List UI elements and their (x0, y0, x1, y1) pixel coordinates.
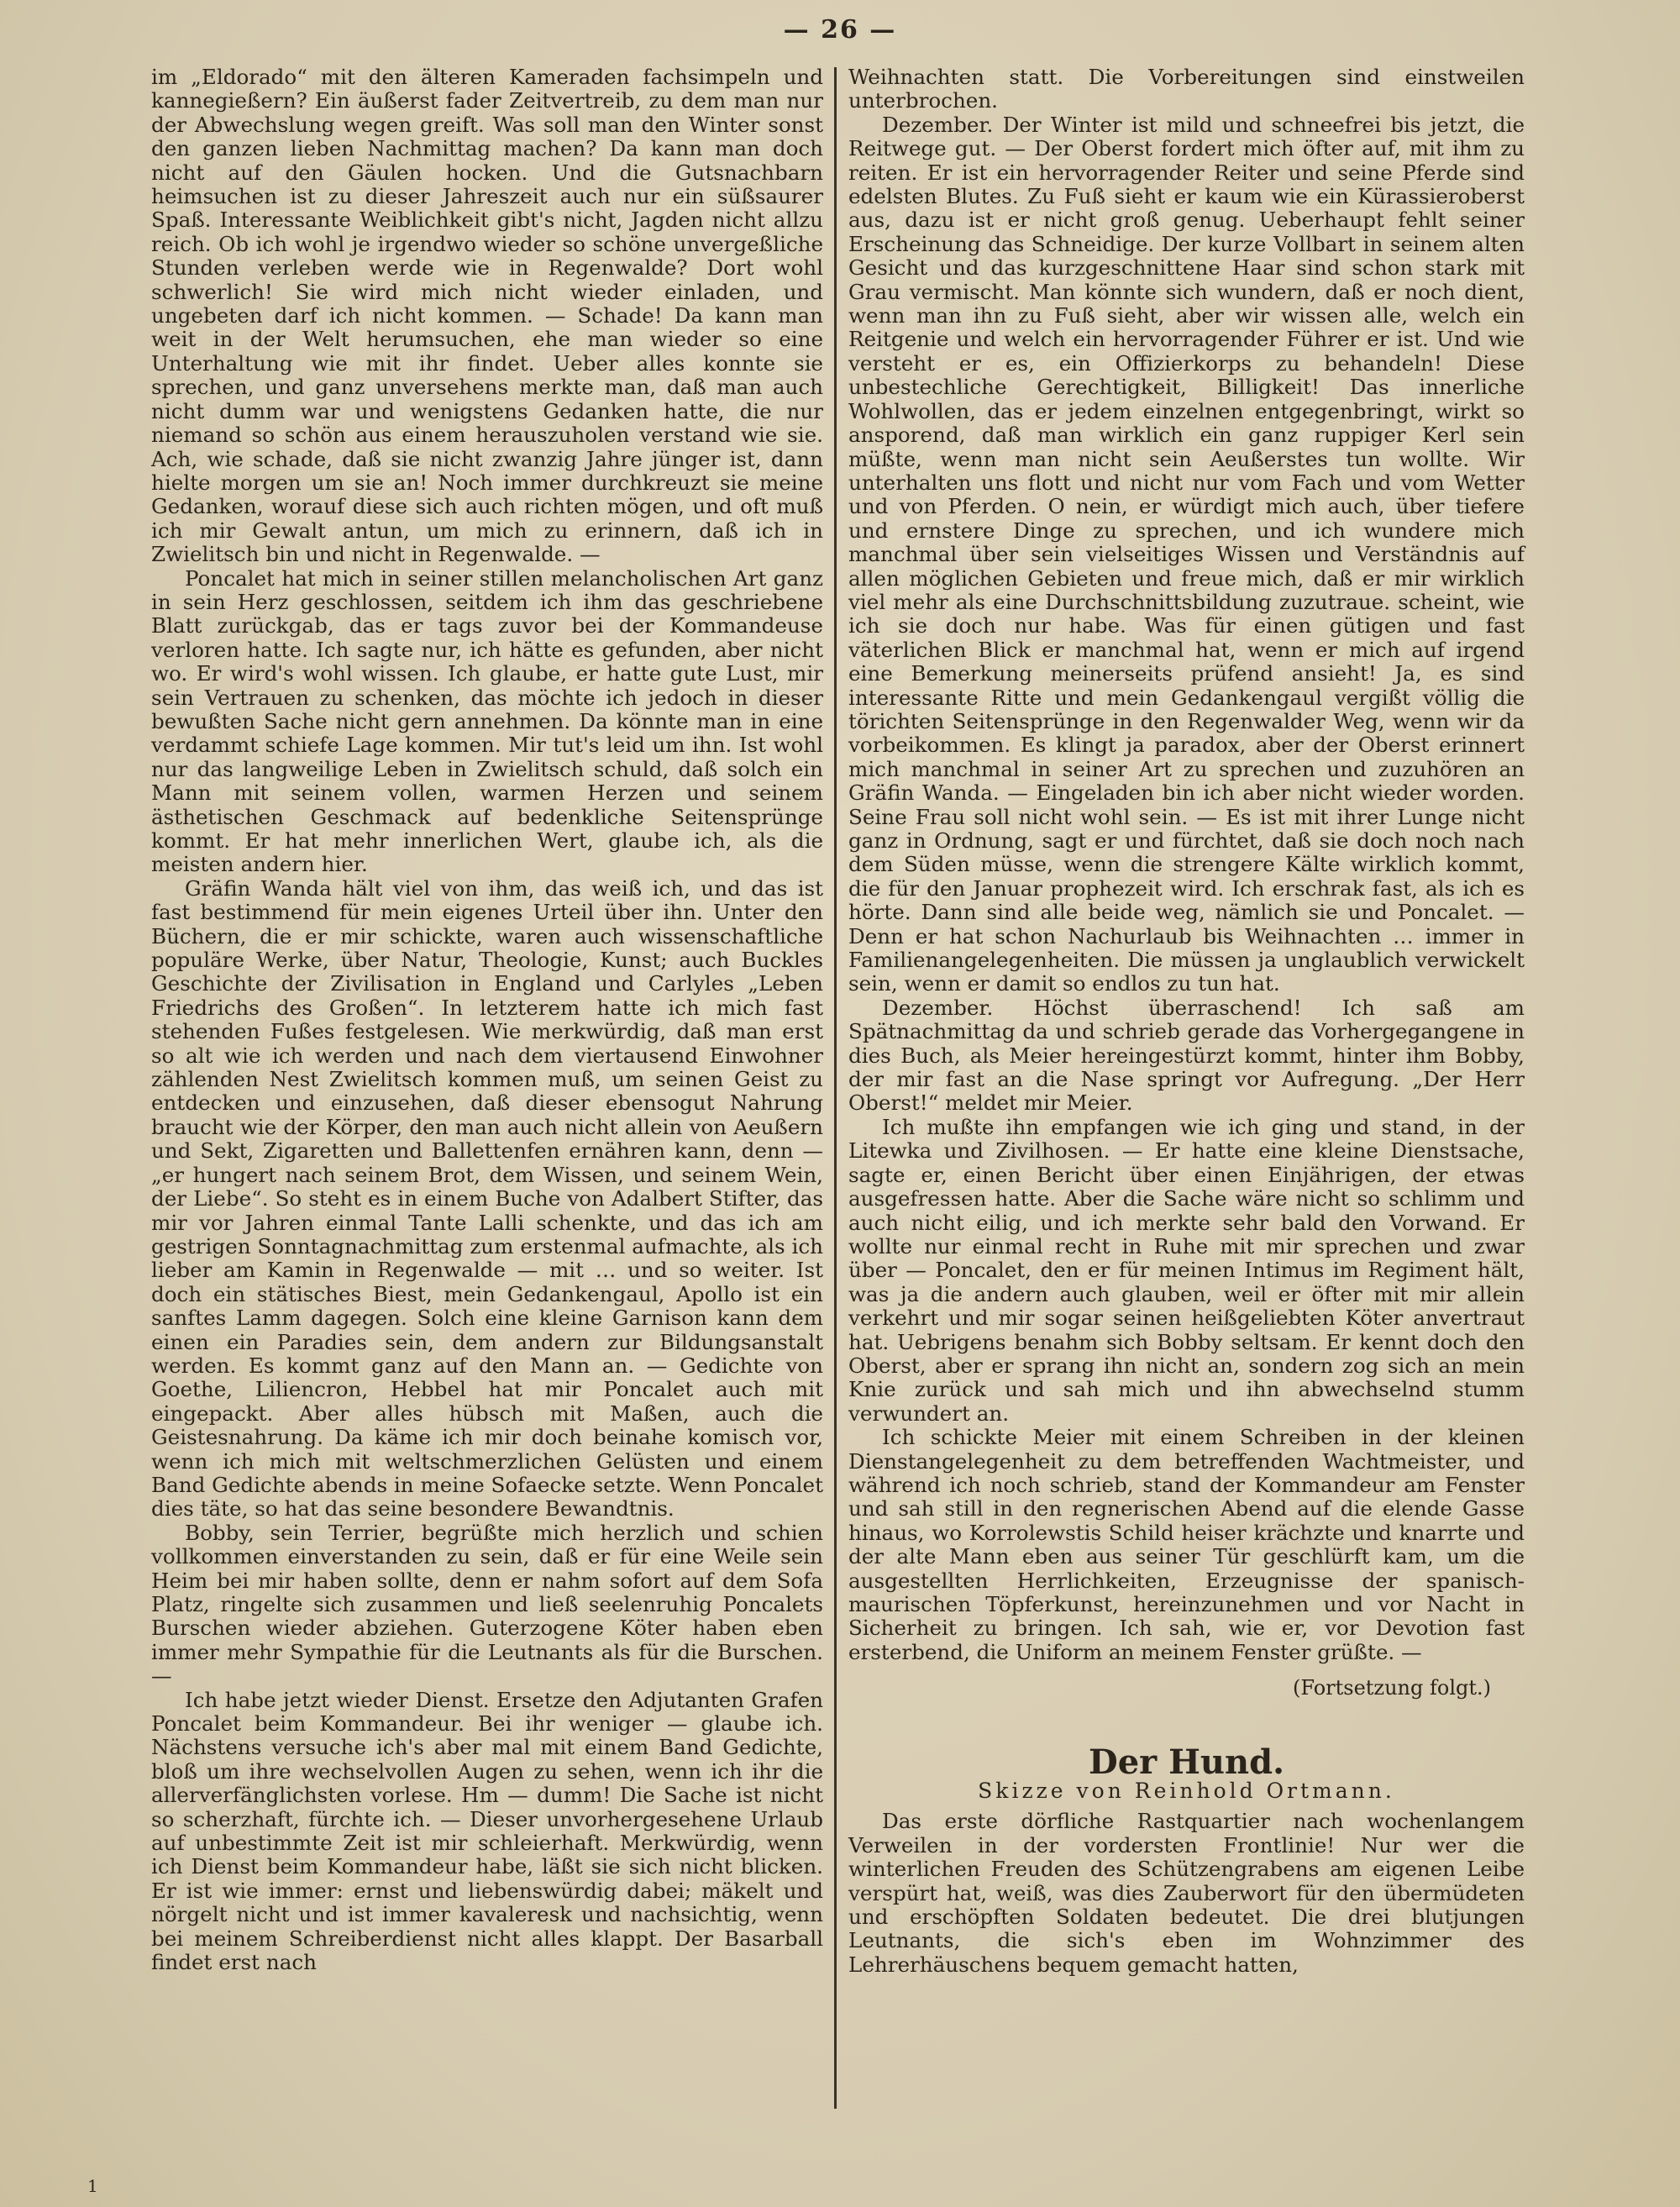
paragraph: Gräfin Wanda hält viel von ihm, das weiß ich, und das ist fast bestimmend für mein eigenes Urteil über ihn. Unter den Büchern, die er mir schickte, waren auch wissenschaftliche populäre Werke, über Natur, Theologie, Kunst; auch Buckles Geschichte der Zivilisation in England und Carlyles „Leben Friedrichs des Großen“. In letzterem hatte ich mich fast stehenden Fußes festgelesen. Wie merkwürdig, daß man erst so alt wie ich werden und nach dem viertausend Einwohner zählenden Nest Zwielitsch kommen muß, um seinen Geist zu entdecken und einzusehen, daß dieser ebensogut Nahrung braucht wie der Körper, den man auch nicht allein von Aeußern und Sekt, Zigaretten und Ballettenfen ernähren kann, denn — „er hungert nach seinem Brot, dem Wissen, und seinem Wein, der Liebe“. So steht es in einem Buche von Adalbert Stifter, das mir vor Jahren einmal Tante Lalli schenkte, und das ich am gestrigen Sonntagnachmittag zum erstenmal aufmachte, als ich lieber am Kamin in Regenwalde — mit … und so weiter. Ist doch ein stätisches Biest, mein Gedankengaul, Apollo ist ein sanftes Lamm dagegen. Solch eine kleine Garnison kann dem einen ein Paradies sein, dem andern zur Bildungsanstalt werden. Es kommt ganz auf den Mann an. — Gedichte von Goethe, Liliencron, Hebbel hat mir Poncalet auch mit eingepackt. Aber alles hübsch mit Maßen, auch die Geistesnahrung. Da käme ich mir doch beinahe komisch vor, wenn ich mich mit weltschmerzlichen Gelüsten und einem Band Gedichte abends in meine Sofaecke setzte. Wenn Poncalet dies täte, so hat das seine besondere Bewandtnis. (151, 875, 823, 1521)
paragraph: im „Eldorado“ mit den älteren Kameraden fachsimpeln und kannegießern? Ein äußerst fader Zeitvertreib, zu dem man nur der Abwechslung wegen greift. Was soll man den Winter sonst den ganzen lieben Nachmittag machen? Da kann man doch nicht auf den Gäulen hocken. Und die Gutsnachbarn heimsuchen ist zu dieser Jahreszeit auch nur ein süßsaurer Spaß. Interessante Weiblichkeit gibt's nicht, Jagden nicht allzu reich. Ob ich wohl je irgendwo wieder so schöne unvergeßliche Stunden verleben werde wie in Regenwalde? Dort wohl schwerlich! Sie wird mich nicht wieder einladen, und ungebeten darf ich nicht kommen. — Schade! Da kann man weit in der Welt herumsuchen, ehe man wieder so eine Unterhaltung wie mit ihr findet. Ueber alles konnte sie sprechen, und ganz unversehens merkte man, daß man auch nicht dumm war und wenigstens Gedanken hatte, die nur niemand so schön aus einem herauszuholen verstand wie sie. Ach, wie schade, daß sie nicht zwanzig Jahre jünger ist, dann hielte morgen um sie an! Noch immer durchkreuzt sie meine Gedanken, worauf diese sich auch richten mögen, und oft muß ich mir Gewalt antun, um mich zu erinnern, daß ich in Zwielitsch bin und nicht in Regenwalde. — (151, 65, 823, 567)
paragraph: Bobby, sein Terrier, begrüßte mich herzlich und schien vollkommen einverstanden zu sein, daß er für eine Weile sein Heim bei mir haben sollte, denn er nahm sofort auf dem Sofa Platz, ringelte sich zusammen und ließ seelenruhig Poncalets Burschen wieder abziehen. Guterzogene Köter haben eben immer mehr Sympathie für die Leutnants als für die Burschen. — (151, 1520, 823, 1689)
paragraph: Ich mußte ihn empfangen wie ich ging und stand, in der Litewka und Zivilhosen. — Er hatte eine kleine Dienstsache, sagte er, einen Bericht über einen Einjährigen, der etwas ausgefressen hatte. Aber die Sache wäre nicht so schlimm und auch nicht eilig, und ich merkte sehr bald den Vorwand. Er wollte nur einmal recht in Ruhe mit mir sprechen und zwar über — Poncalet, den er für meinen Intimus im Regiment hält, was ja die andern auch glauben, weil er öfter mit mir allein verkehrt und mir sogar seinen heißgeliebten Köter anvertraut hat. Uebrigens benahm sich Bobby seltsam. Er kennt doch den Oberst, aber er sprang ihn nicht an, sondern zog sich an mein Knie zurück und sah mich und ihn abwechselnd stumm verwundert an. (848, 1114, 1525, 1426)
left-column (151, 66, 823, 1975)
paragraph: Poncalet hat mich in seiner stillen melancholischen Art ganz in sein Herz geschlossen, seitdem ich ihm das geschriebene Blatt zurückgab, das er tags zuvor bei der Kommandeuse verloren hatte. Ich sagte nur, ich hätte es gefunden, aber nicht wo. Er wird's wohl wissen. Ich glaube, er hatte gute Lust, mir sein Vertrauen zu schenken, das möchte ich jedoch in dieser bewußten Sache nicht gern annehmen. Da könnte man in eine verdammt schiefe Lage kommen. Mir tut's leid um ihn. Ist wohl nur das langweilige Leben in Zwielitsch schuld, daß solch ein Mann mit seinem vollen, warmen Herzen und seinem ästhetischen Geschmack auf bedenkliche Seitensprünge kommt. Er hat mehr innerlichen Wert, glaube ich, als die meisten andern hier. (151, 565, 823, 877)
margin-mark: 1 (87, 2176, 98, 2196)
paragraph: Dezember. Höchst überraschend! Ich saß am Spätnachmittag da und schrieb gerade das Vorhergegangene in dies Buch, als Meier hereingestürzt kommt, hinter ihm Bobby, der mir fast an die Nase springt vor Aufregung. „Der Herr Oberst!“ meldet mir Meier. (848, 995, 1525, 1116)
story-byline: Skizze von Reinhold Ortmann. (978, 1779, 1395, 1804)
column-divider (834, 67, 837, 2109)
continuation-note: (Fortsetzung folgt.) (1293, 1676, 1491, 1700)
story-title: Der Hund. (1089, 1742, 1284, 1782)
paragraph: Weihnachten statt. Die Vorbereitungen sind einstweilen unterbrochen. (848, 65, 1525, 113)
story-text: Das erste dörfliche Rastquartier nach wochenlangem Verweilen in der vordersten Frontlinie! Nur wer die winterlichen Freuden des Schützengrabens am eigenen Leibe verspürt hat, weiß, was dies Zauberwort für den übermüdeten und erschöpften Soldaten bedeutet. Die drei blutjungen Leutnants, die sich's eben im Wohnzimmer des Lehrerhäuschens bequem gemacht hatten, (848, 1809, 1525, 1977)
page-number: — 26 — (783, 15, 897, 45)
paragraph: Dezember. Der Winter ist mild und schneefrei bis jetzt, die Reitwege gut. — Der Oberst fordert mich öfter auf, mit ihm zu reiten. Er ist ein hervorragender Reiter und seine Pferde sind edelsten Blutes. Zu Fuß sieht er kaum wie ein Kürassieroberst aus, dazu ist er nicht groß genug. Ueberhaupt fehlt seiner Erscheinung das Schneidige. Der kurze Vollbart in seinem alten Gesicht und das kurzgeschnittene Haar sind schon stark mit Grau vermischt. Man könnte sich wundern, daß er noch dient, wenn man ihn zu Fuß sieht, aber wir wissen alle, welch ein Reitgenie und welch ein hervorragender Führer er ist. Und wie versteht er es, ein Offizierkorps zu behandeln! Diese unbestechliche Gerechtigkeit, Billigkeit! Das innerliche Wohlwollen, das er jedem einzelnen entgegenbringt, wirkt so ansporend, daß man wirklich ein ganz ruppiger Kerl sein müßte, wenn man nicht sein Aeußerstes tun wollte. Wir unterhalten uns flott und nicht nur vom Fach und vom Wetter und von Pferden. O nein, er würdigt mich auch, über tiefere und ernstere Dinge zu sprechen, und ich wundere mich manchmal über sein vielseitiges Wissen und Verständnis auf allen möglichen Gebieten und freue mich, daß er mir wirklich viel mehr als eine Durchschnittsbildung zuzutraue. scheint, wie ich sie doch nur habe. Was für einen gütigen und fast väterlichen Blick er manchmal hat, wenn er mich auf irgend eine Bemerkung meinerseits prüfend ansieht! Ja, es sind interessante Ritte und mein Gedankengaul vergißt völlig die törichten Seitensprünge in den Regenwalder Weg, wenn wir da vorbeikommen. Es klingt ja paradox, aber der Oberst erinnert mich manchmal in seiner Art zu sprechen und zuzuhören an Gräfin Wanda. — Eingeladen bin ich aber nicht wieder worden. Seine Frau soll nicht wohl sein. — Es ist mit ihrer Lunge nicht ganz in Ordnung, sagt er und fürchtet, daß sie doch noch nach dem Süden müsse, wenn die strengere Kälte wirklich kommt, die für den Januar prophezeit wird. Ich erschrak fast, als ich es hörte. Dann sind alle beide weg, nämlich sie und Poncalet. — Denn er hat schon Nachurlaub bis Weihnachten … immer in Familienangelegenheiten. Die müssen ja unglaublich verwickelt sein, wenn er damit so endlos zu tun hat. (848, 112, 1525, 996)
paragraph: Ich habe jetzt wieder Dienst. Ersetze den Adjutanten Grafen Poncalet beim Kommandeur. Bei ihr weniger — glaube ich. Nächstens versuche ich's aber mal mit einem Band Gedichte, bloß um ihre wechselvollen Augen zu sehen, wenn ich ihr die allerverfänglichsten vorlese. Hm — dumm! Die Sache ist nicht so scherzhaft, fürchte ich. — Dieser unvorhergesehene Urlaub auf unbestimmte Zeit ist mir schleierhaft. Merkwürdig, wenn ich Dienst beim Kommandeur habe, läßt sie sich nicht blicken. Er ist wie immer: ernst und liebenswürdig dabei; mäkelt und nörgelt nicht und ist immer kavaleresk und nachsichtig, wenn bei meinem Schreiberdienst nicht alles klappt. Der Basarball findet erst nach (151, 1687, 823, 1975)
paragraph: Ich schickte Meier mit einem Schreiben in der kleinen Dienstangelegenheit zu dem betreffenden Wachtmeister, und während ich noch schrieb, stand der Kommandeur am Fenster und sah still in den regnerischen Abend auf die elende Gasse hinaus, wo Korrolewstis Schild heiser krächzte und knarrte und der alte Mann eben aus seiner Tür geschlürft kam, um die ausgestellten Herrlichkeiten, Erzeugnisse der spanisch-maurischen Töpferkunst, hereinzunehmen und vor Nacht in Sicherheit zu bringen. Ich sah, wie er, vor Devotion fast ersterbend, die Uniform an meinem Fenster grüßte. — (848, 1425, 1525, 1664)
right-column (848, 66, 1525, 1977)
